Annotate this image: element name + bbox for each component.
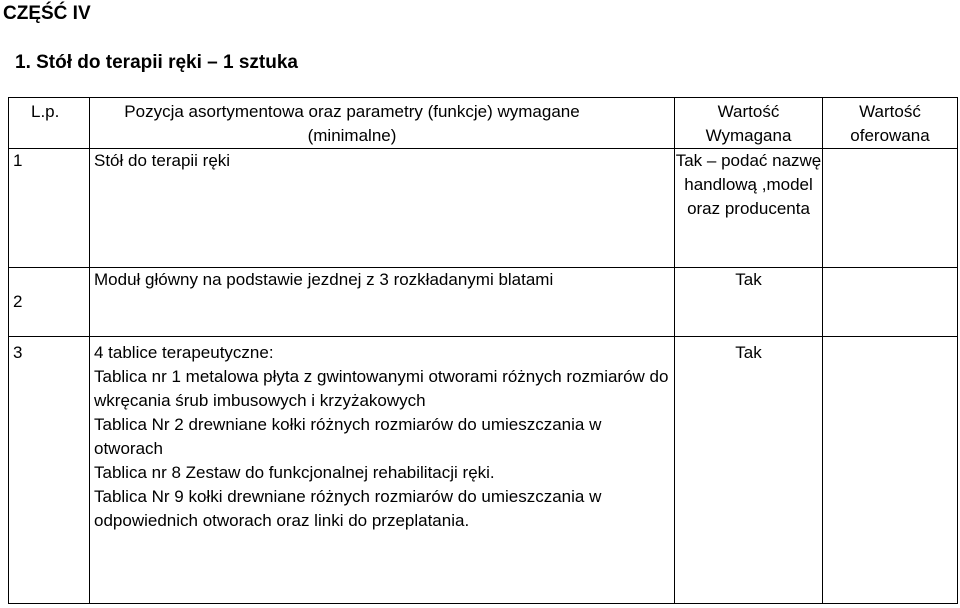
row-number: 3 — [9, 337, 90, 604]
row-description: Moduł główny na podstawie jezdnej z 3 rozkładanymi blatami — [90, 268, 675, 337]
row-required-value: Tak — [675, 268, 823, 337]
row-number: 1 — [9, 149, 90, 268]
row-description — [90, 337, 675, 604]
header-required-value: Wartość Wymagana — [675, 98, 823, 149]
row-offered-value-cell[interactable] — [823, 268, 958, 337]
specification-table — [8, 97, 958, 604]
row-required-value: Tak — [675, 337, 823, 604]
row-offered-value-cell[interactable] — [823, 337, 958, 604]
table-row — [9, 337, 958, 604]
table-row — [9, 268, 958, 337]
table-row — [9, 149, 958, 268]
row-description-text: 4 tablice terapeutyczne: Tablica nr 1 metalowa płyta z gwintowanymi otworami różnych rozmiarów do wkręcania śrub imbusowych i krzyżakowych Tablica Nr 2 drewniane kołki różnych rozmiarów do umieszczania w otworach Tablica nr 8 Zestaw do funkcjonalnej rehabilitacji ręki. Tablica Nr 9 kołki drewniane różnych rozmiarów do umieszczania w odpowiednich otworach oraz linki do przeplatania. — [94, 343, 669, 530]
part-title: CZĘŚĆ IV — [3, 3, 91, 24]
item-title: 1. Stół do terapii ręki – 1 sztuka — [15, 52, 298, 73]
table-header-row — [9, 98, 958, 149]
header-description: Pozycja asortymentowa oraz parametry (funkcje) wymagane (minimalne) — [90, 98, 675, 149]
row-required-value: Tak – podać nazwę handlową ,model oraz producenta — [675, 149, 823, 268]
row-description: Stół do terapii ręki — [90, 149, 675, 268]
row-number: 2 — [9, 268, 90, 337]
header-lp: L.p. — [9, 98, 90, 149]
header-offered-value: Wartość oferowana — [823, 98, 958, 149]
row-offered-value-cell[interactable] — [823, 149, 958, 268]
